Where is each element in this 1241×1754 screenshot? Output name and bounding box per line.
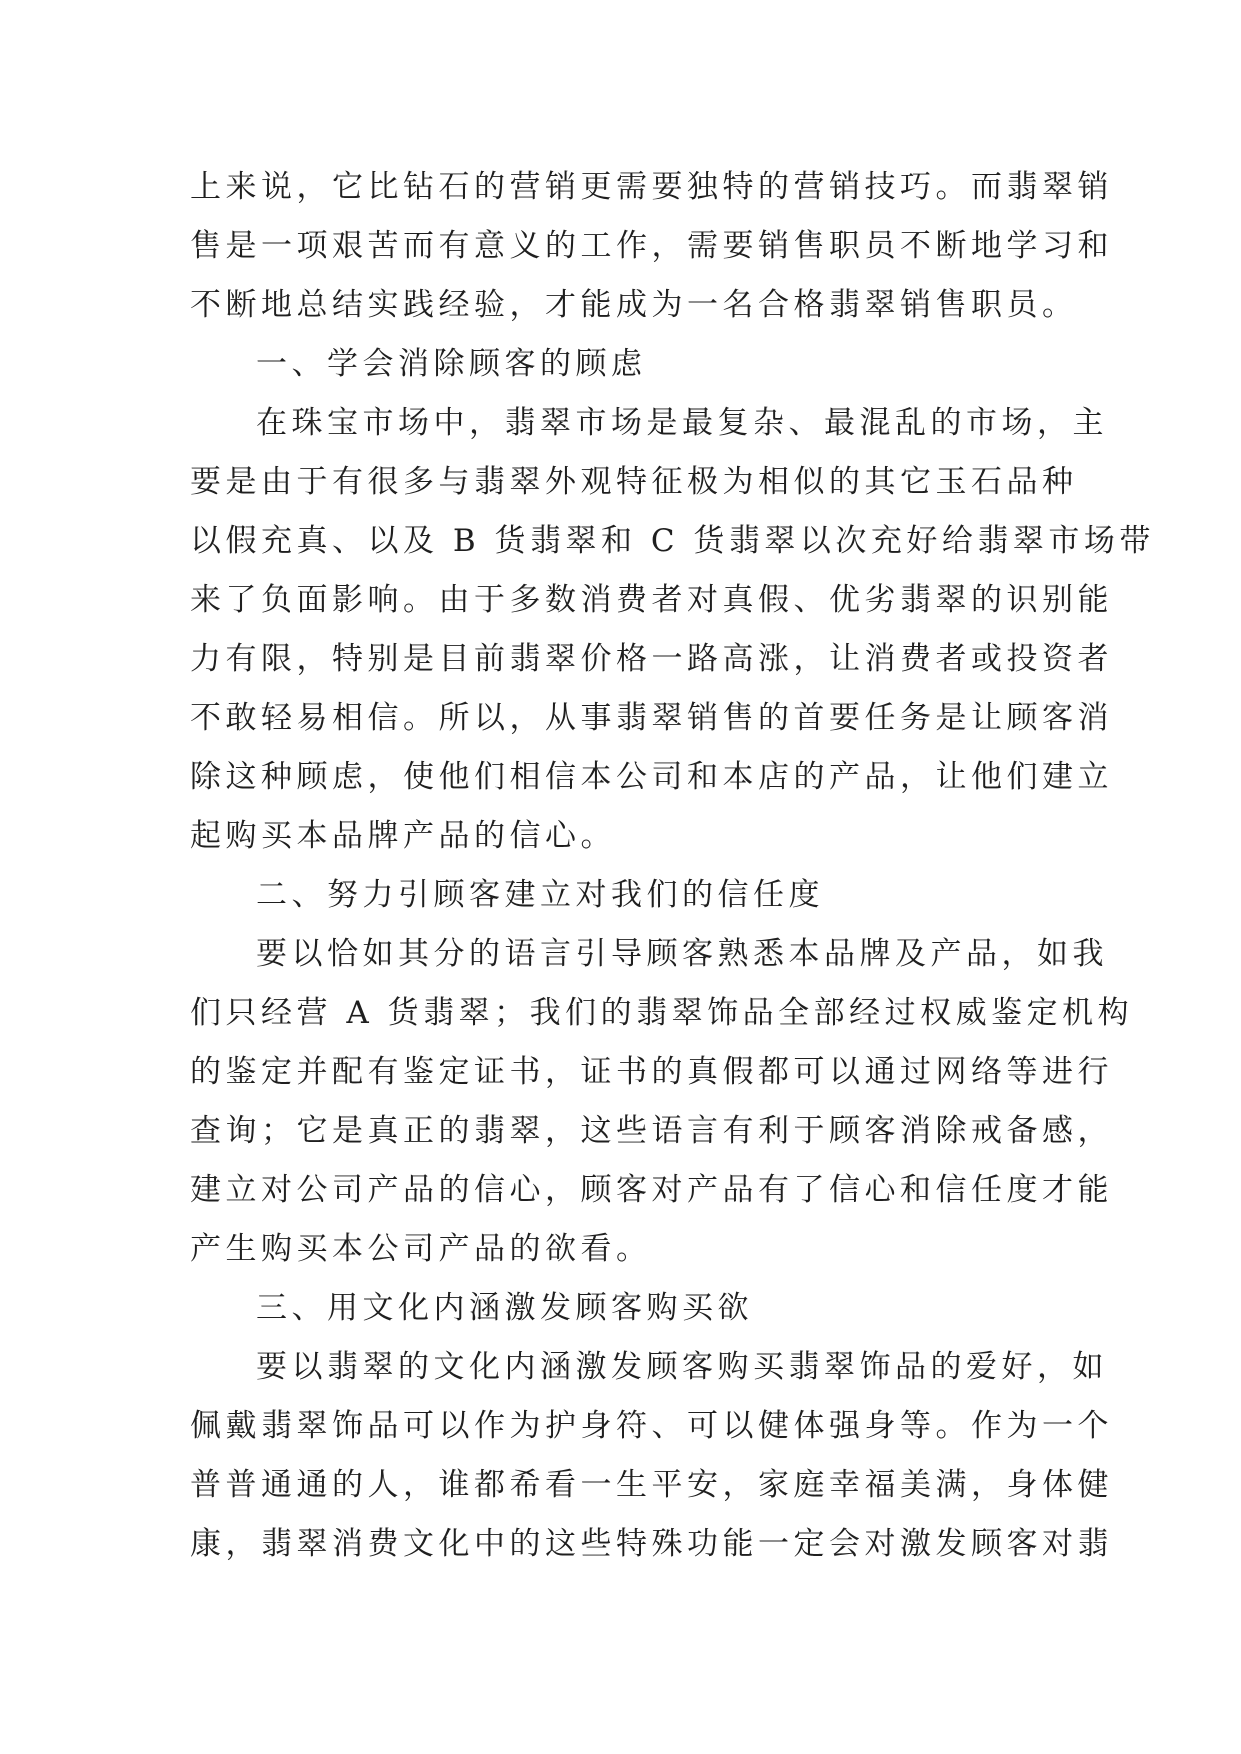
document-body (190, 158, 1155, 1574)
paragraph-line: 康，翡翠消费文化中的这些特殊功能一定会对激发顾客对翡 (190, 1526, 1113, 1562)
paragraph-line: 来了负面影响。由于多数消费者对真假、优劣翡翠的识别能 (190, 582, 1113, 618)
paragraph-line: 建立对公司产品的信心，顾客对产品有了信心和信任度才能 (190, 1172, 1113, 1208)
paragraph-line: 起购买本品牌产品的信心。 (190, 818, 616, 854)
paragraph-line: 上来说，它比钻石的营销更需要独特的营销技巧。而翡翠销 (190, 169, 1113, 205)
paragraph-line: 佩戴翡翠饰品可以作为护身符、可以健体强身等。作为一个 (190, 1408, 1113, 1444)
paragraph-line: 要是由于有很多与翡翠外观特征极为相似的其它玉石品种 (190, 464, 1078, 500)
paragraph-line: 们只经营 A 货翡翠；我们的翡翠饰品全部经过权威鉴定机构 (190, 995, 1134, 1031)
paragraph-line: 力有限，特别是目前翡翠价格一路高涨，让消费者或投资者 (190, 641, 1113, 677)
section-heading-2: 二、努力引顾客建立对我们的信任度 (256, 877, 824, 913)
section-heading-3: 三、用文化内涵激发顾客购买欲 (256, 1290, 753, 1326)
paragraph-line: 不敢轻易相信。所以，从事翡翠销售的首要任务是让顾客消 (190, 700, 1113, 736)
paragraph-line: 以假充真、以及 B 货翡翠和 C 货翡翠以次充好给翡翠市场带 (190, 523, 1155, 559)
paragraph-line: 要以翡翠的文化内涵激发顾客购买翡翠饰品的爱好，如 (256, 1349, 1108, 1385)
section-heading-1: 一、学会消除顾客的顾虑 (256, 346, 647, 382)
paragraph-line: 售是一项艰苦而有意义的工作，需要销售职员不断地学习和 (190, 228, 1113, 264)
paragraph-line: 不断地总结实践经验，才能成为一名合格翡翠销售职员。 (190, 287, 1078, 323)
paragraph-line: 的鉴定并配有鉴定证书，证书的真假都可以通过网络等进行 (190, 1054, 1113, 1090)
paragraph-line: 除这种顾虑，使他们相信本公司和本店的产品，让他们建立 (190, 759, 1113, 795)
paragraph-line: 在珠宝市场中，翡翠市场是最复杂、最混乱的市场，主 (256, 405, 1108, 441)
paragraph-line: 要以恰如其分的语言引导顾客熟悉本品牌及产品，如我 (256, 936, 1108, 972)
paragraph-line: 产生购买本公司产品的欲看。 (190, 1231, 652, 1267)
paragraph-line: 普普通通的人，谁都希看一生平安，家庭幸福美满，身体健 (190, 1467, 1113, 1503)
paragraph-line: 查询；它是真正的翡翠，这些语言有利于顾客消除戒备感， (190, 1113, 1113, 1149)
